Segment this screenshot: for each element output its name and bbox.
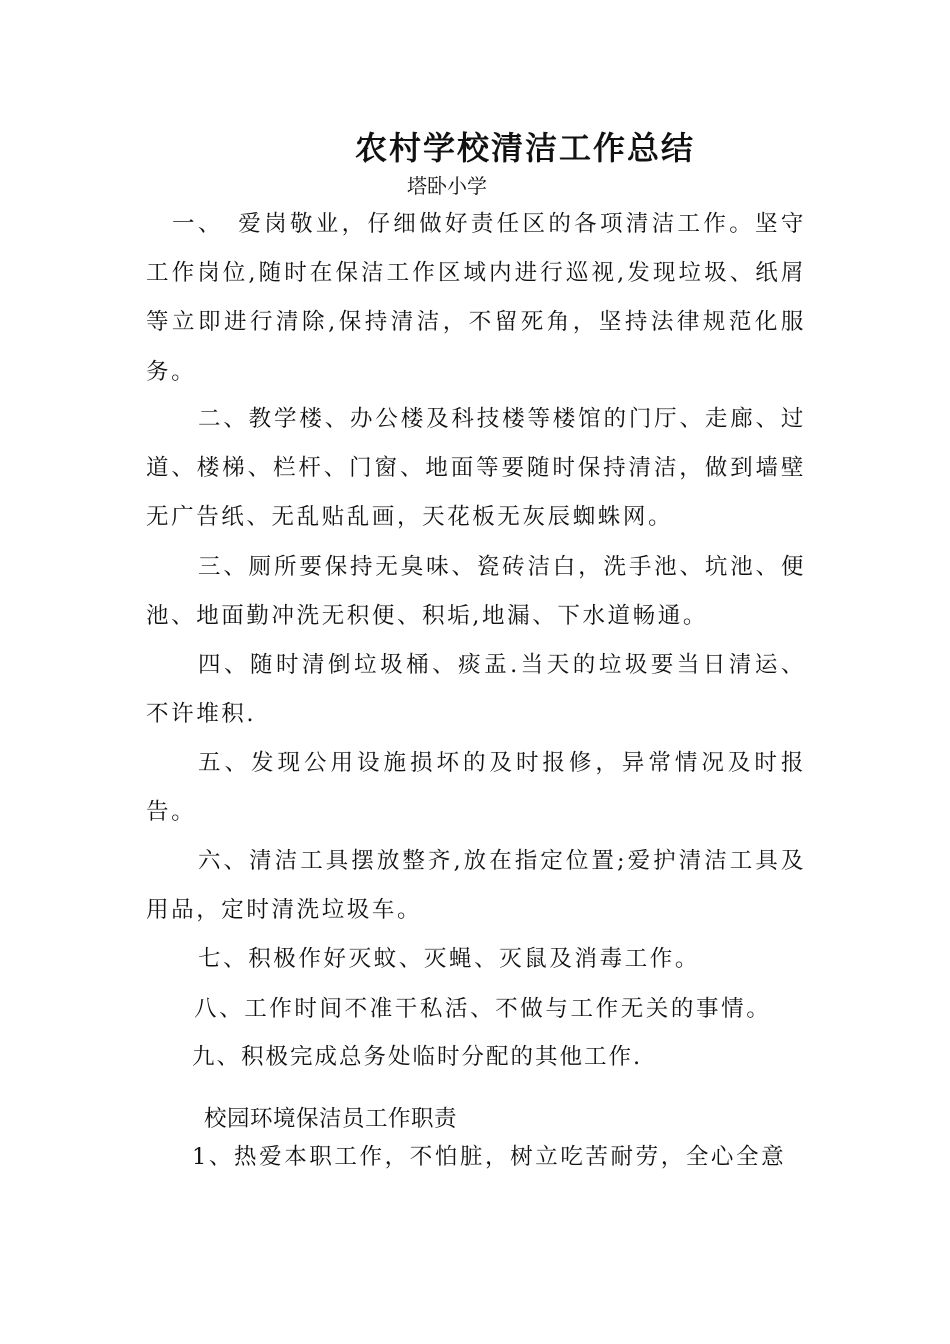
document-title: 农村学校清洁工作总结	[355, 129, 696, 167]
paragraph-3: 三、厕所要保持无臭味、瓷砖洁白，洗手池、坑池、便池、地面勤冲洗无积便、积垢,地漏、下水道畅通。	[146, 554, 806, 630]
section-heading: 校园环境保洁员工作职责	[204, 1106, 458, 1132]
paragraph-1: 一、 爱岗敬业，仔细做好责任区的各项清洁工作。坚守工作岗位,随时在保洁工作区域内进行巡视,发现垃圾、纸屑等立即进行清除,保持清洁，不留死角，坚持法律规范化服务。	[146, 211, 806, 385]
paragraph-5: 五、发现公用设施损坏的及时报修，异常情况及时报告。	[146, 750, 806, 826]
paragraph-6: 六、清洁工具摆放整齐,放在指定位置;爱护清洁工具及用品，定时清洗垃圾车。	[146, 848, 806, 924]
paragraph-8: 八、工作时间不准干私活、不做与工作无关的事情。	[194, 996, 772, 1022]
paragraph-7: 七、积极作好灭蚊、灭蝇、灭鼠及消毒工作。	[198, 946, 701, 972]
paragraph-2: 二、教学楼、办公楼及科技楼等楼馆的门厅、走廊、过道、楼梯、栏杆、门窗、地面等要随时保持清洁，做到墙壁无广告纸、无乱贴乱画，天花板无灰辰蜘蛛网。	[146, 406, 806, 531]
section-paragraph-1: 1、热爱本职工作，不怕脏，树立吃苦耐劳，全心全意	[192, 1144, 787, 1170]
paragraph-9: 九、积极完成总务处临时分配的其他工作.	[192, 1044, 643, 1070]
document-subtitle: 塔卧小学	[407, 174, 487, 198]
paragraph-4: 四、随时清倒垃圾桶、痰盂.当天的垃圾要当日清运、不许堆积.	[146, 652, 806, 728]
